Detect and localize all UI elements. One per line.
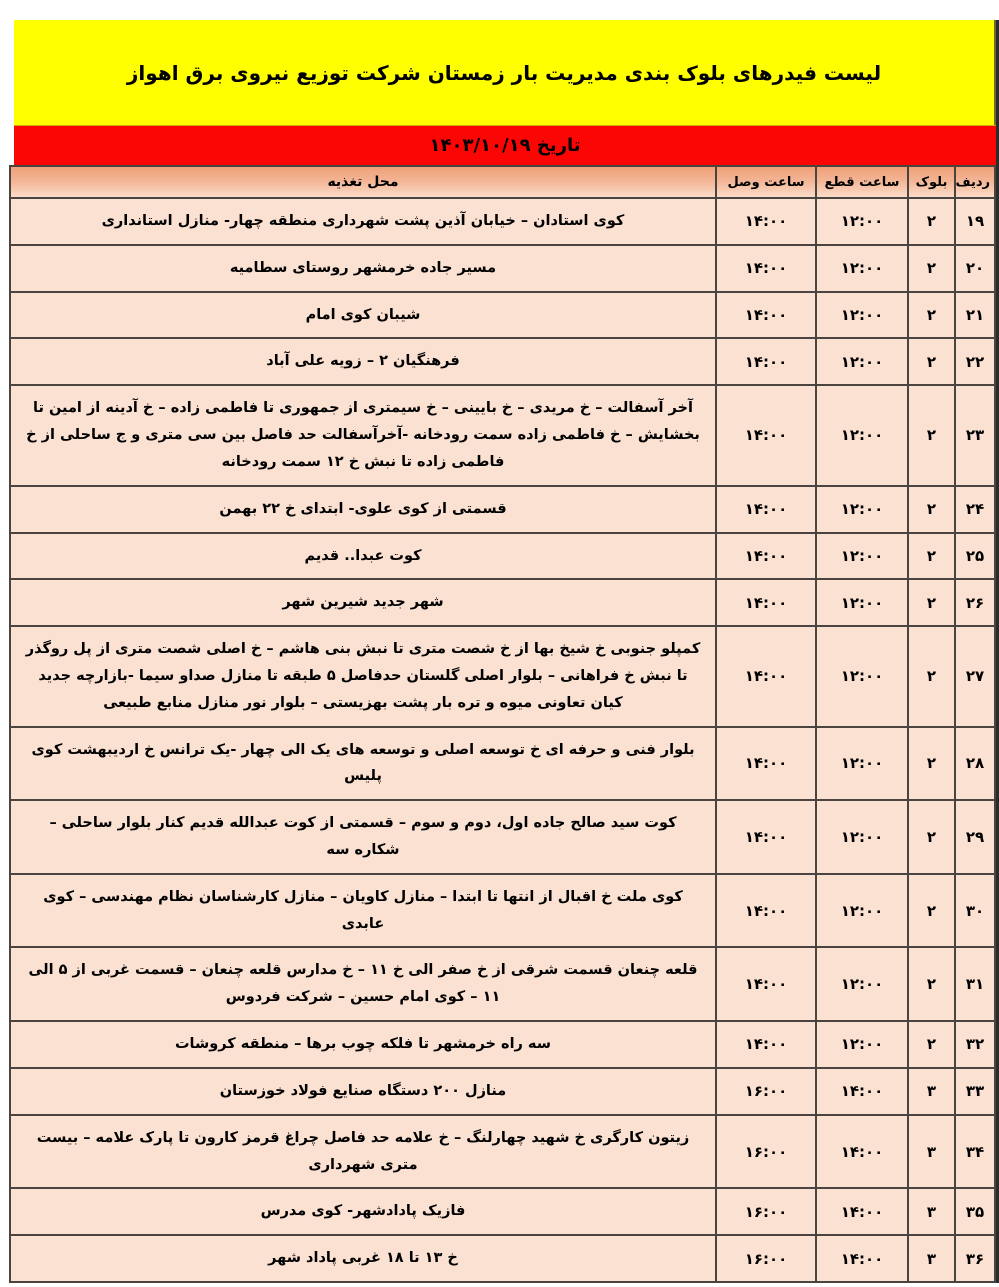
table-row	[10, 1115, 995, 1189]
column-header-block: بلوک	[908, 166, 955, 198]
cell-place: شیبان کوی امام	[10, 292, 716, 339]
table-row	[10, 533, 995, 580]
cell-off-time: ۱۲:۰۰	[816, 727, 908, 801]
cell-row-no: ۳۱	[955, 947, 995, 1021]
cell-off-time: ۱۴:۰۰	[816, 1115, 908, 1189]
cell-row-no: ۲۲	[955, 338, 995, 385]
cell-row-no: ۲۵	[955, 533, 995, 580]
cell-row-no: ۲۳	[955, 385, 995, 485]
table-row	[10, 626, 995, 726]
table-row	[10, 198, 995, 245]
column-header-place: محل تغذیه	[10, 166, 716, 198]
cell-block: ۲	[908, 533, 955, 580]
cell-place: منازل ۲۰۰ دستگاه صنایع فولاد خوزستان	[10, 1068, 716, 1115]
cell-row-no: ۳۵	[955, 1188, 995, 1235]
cell-row-no: ۳۶	[955, 1235, 995, 1282]
page-title: لیست فیدرهای بلوک بندی مدیریت بار زمستان شرکت توزیع نیروی برق اهواز	[126, 60, 882, 85]
cell-place: فازیک پادادشهر- کوی مدرس	[10, 1188, 716, 1235]
cell-off-time: ۱۲:۰۰	[816, 533, 908, 580]
table-row	[10, 800, 995, 874]
cell-row-no: ۲۱	[955, 292, 995, 339]
cell-block: ۲	[908, 626, 955, 726]
cell-block: ۳	[908, 1235, 955, 1282]
cell-block: ۲	[908, 245, 955, 292]
table-row	[10, 486, 995, 533]
cell-on-time: ۱۶:۰۰	[716, 1068, 816, 1115]
cell-off-time: ۱۲:۰۰	[816, 245, 908, 292]
cell-off-time: ۱۲:۰۰	[816, 338, 908, 385]
cell-off-time: ۱۲:۰۰	[816, 292, 908, 339]
cell-place: فرهنگیان ۲ – زویه علی آباد	[10, 338, 716, 385]
cell-row-no: ۱۹	[955, 198, 995, 245]
table-row	[10, 1235, 995, 1282]
cell-block: ۲	[908, 874, 955, 948]
cell-place: سه راه خرمشهر تا فلکه چوب برها – منطقه کروشات	[10, 1021, 716, 1068]
cell-off-time: ۱۴:۰۰	[816, 1068, 908, 1115]
cell-row-no: ۳۲	[955, 1021, 995, 1068]
cell-place: کوی استادان – خیابان آذین پشت شهرداری منطقه چهار- منازل استانداری	[10, 198, 716, 245]
cell-place: بلوار فنی و حرفه ای خ توسعه اصلی و توسعه های یک الی چهار -یک ترانس خ اردیبهشت کوی پلیس	[10, 727, 716, 801]
cell-place: آخر آسفالت – خ مریدی – خ بایینی – خ سیمتری از جمهوری تا فاطمی زاده – خ آدینه از امین تا بخشایش – خ فاطمی زاده سمت رودخانه -آخرآسفالت حد فاصل بین سی متری و ج ساحلی از خ فاطمی زاده تا نبش خ ۱۲ سمت رودخانه	[10, 385, 716, 485]
cell-on-time: ۱۴:۰۰	[716, 626, 816, 726]
column-header-row-no: ردیف	[955, 166, 995, 198]
top-margin	[0, 0, 999, 20]
cell-off-time: ۱۴:۰۰	[816, 1235, 908, 1282]
cell-block: ۲	[908, 385, 955, 485]
bottom-margin	[0, 1283, 999, 1287]
cell-off-time: ۱۲:۰۰	[816, 626, 908, 726]
cell-off-time: ۱۲:۰۰	[816, 486, 908, 533]
cell-place: زیتون کارگری خ شهید چهارلنگ – خ علامه حد فاصل چراغ قرمز کارون تا پارک علامه – بیست متری شهرداری	[10, 1115, 716, 1189]
cell-off-time: ۱۲:۰۰	[816, 1021, 908, 1068]
cell-block: ۲	[908, 947, 955, 1021]
table-row	[10, 874, 995, 948]
cell-on-time: ۱۴:۰۰	[716, 292, 816, 339]
schedule-table	[9, 165, 996, 1283]
table-body	[10, 198, 995, 1282]
table-row	[10, 385, 995, 485]
cell-on-time: ۱۴:۰۰	[716, 800, 816, 874]
cell-on-time: ۱۴:۰۰	[716, 874, 816, 948]
cell-place: کوی ملت خ اقبال از انتها تا ابتدا – منازل کاویان – منازل کارشناسان نظام مهندسی – کوی عابدی	[10, 874, 716, 948]
cell-place: قلعه چنعان قسمت شرقی از خ صفر الی خ ۱۱ – خ مدارس قلعه چنعان – قسمت غربی از ۵ الی ۱۱ – کوی امام حسین – شرکت فردوس	[10, 947, 716, 1021]
cell-block: ۲	[908, 1021, 955, 1068]
cell-on-time: ۱۶:۰۰	[716, 1188, 816, 1235]
table-row	[10, 1021, 995, 1068]
cell-off-time: ۱۲:۰۰	[816, 874, 908, 948]
table-header	[10, 166, 995, 198]
cell-off-time: ۱۲:۰۰	[816, 947, 908, 1021]
document-frame	[14, 20, 999, 1283]
table-row	[10, 1068, 995, 1115]
table-row	[10, 1188, 995, 1235]
cell-on-time: ۱۴:۰۰	[716, 338, 816, 385]
cell-row-no: ۳۰	[955, 874, 995, 948]
cell-on-time: ۱۴:۰۰	[716, 947, 816, 1021]
cell-block: ۲	[908, 727, 955, 801]
table-row	[10, 579, 995, 626]
cell-block: ۳	[908, 1115, 955, 1189]
date-banner	[14, 125, 996, 165]
cell-place: مسیر جاده خرمشهر روستای سطامیه	[10, 245, 716, 292]
cell-row-no: ۲۴	[955, 486, 995, 533]
cell-off-time: ۱۲:۰۰	[816, 198, 908, 245]
cell-place: کوت سید صالح جاده اول، دوم و سوم – قسمتی از کوت عبدالله قدیم کنار بلوار ساحلی – شکاره سه	[10, 800, 716, 874]
header-row	[10, 166, 995, 198]
table-row	[10, 727, 995, 801]
column-header-on-time: ساعت وصل	[716, 166, 816, 198]
cell-off-time: ۱۲:۰۰	[816, 579, 908, 626]
cell-row-no: ۲۰	[955, 245, 995, 292]
cell-place: خ ۱۳ تا ۱۸ غربی پاداد شهر	[10, 1235, 716, 1282]
cell-off-time: ۱۲:۰۰	[816, 800, 908, 874]
cell-block: ۳	[908, 1068, 955, 1115]
cell-place: شهر جدید شیرین شهر	[10, 579, 716, 626]
cell-block: ۲	[908, 800, 955, 874]
cell-block: ۲	[908, 292, 955, 339]
cell-row-no: ۳۴	[955, 1115, 995, 1189]
cell-on-time: ۱۴:۰۰	[716, 727, 816, 801]
cell-on-time: ۱۶:۰۰	[716, 1115, 816, 1189]
cell-on-time: ۱۴:۰۰	[716, 245, 816, 292]
cell-on-time: ۱۴:۰۰	[716, 579, 816, 626]
cell-block: ۲	[908, 338, 955, 385]
cell-on-time: ۱۶:۰۰	[716, 1235, 816, 1282]
cell-block: ۲	[908, 579, 955, 626]
cell-block: ۳	[908, 1188, 955, 1235]
table-row	[10, 947, 995, 1021]
cell-place: کمپلو جنوبی خ شیخ بها از خ شصت متری تا نبش بنی هاشم – خ اصلی شصت متری از پل روگذر تا نبش خ فراهانی – بلوار اصلی گلستان حدفاصل ۵ طبقه تا منازل صداو سیما -بازارچه جدید کیان تعاونی میوه و تره بار پشت بهزیستی – بلوار نور منازل منابع طبیعی	[10, 626, 716, 726]
cell-on-time: ۱۴:۰۰	[716, 533, 816, 580]
cell-row-no: ۲۹	[955, 800, 995, 874]
cell-place: قسمتی از کوی علوی- ابتدای خ ۲۲ بهمن	[10, 486, 716, 533]
cell-row-no: ۲۸	[955, 727, 995, 801]
table-row	[10, 292, 995, 339]
cell-row-no: ۲۷	[955, 626, 995, 726]
column-header-off-time: ساعت قطع	[816, 166, 908, 198]
cell-on-time: ۱۴:۰۰	[716, 198, 816, 245]
cell-row-no: ۳۳	[955, 1068, 995, 1115]
cell-on-time: ۱۴:۰۰	[716, 1021, 816, 1068]
table-row	[10, 338, 995, 385]
cell-off-time: ۱۴:۰۰	[816, 1188, 908, 1235]
cell-on-time: ۱۴:۰۰	[716, 385, 816, 485]
cell-row-no: ۲۶	[955, 579, 995, 626]
cell-off-time: ۱۲:۰۰	[816, 385, 908, 485]
cell-on-time: ۱۴:۰۰	[716, 486, 816, 533]
date-label: تاریخ ۱۴۰۳/۱۰/۱۹	[429, 135, 581, 156]
table-row	[10, 245, 995, 292]
cell-block: ۲	[908, 198, 955, 245]
cell-block: ۲	[908, 486, 955, 533]
cell-place: کوت عبدا.. قدیم	[10, 533, 716, 580]
title-banner	[14, 20, 996, 125]
